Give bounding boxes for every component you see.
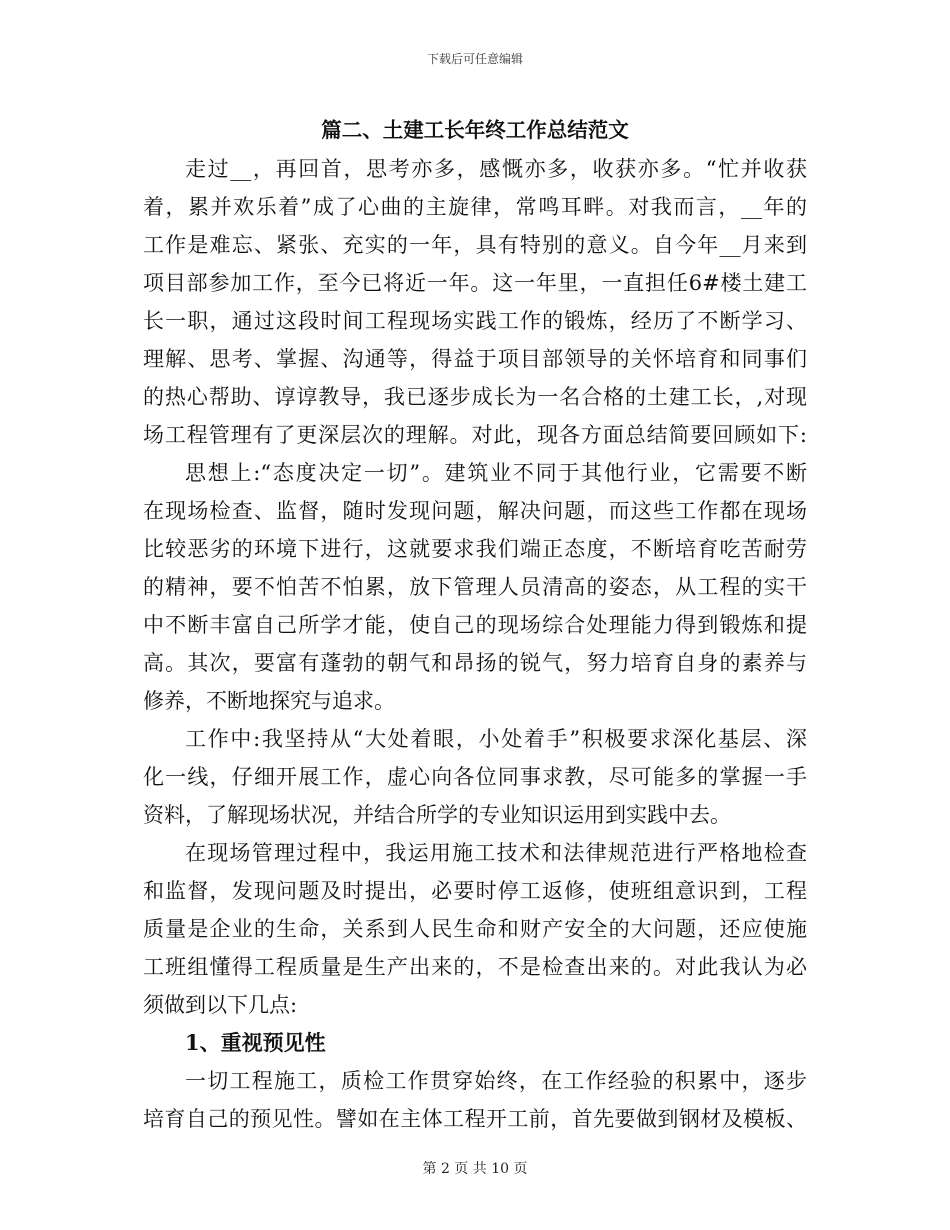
text-line: 中不断丰富自己所学才能，使自己的现场综合处理能力得到锻炼和提 (143, 613, 807, 637)
document-body (143, 150, 807, 1138)
text-line: 工班组懂得工程质量是生产出来的，不是检查出来的。对此我认为必 (143, 955, 807, 979)
section-heading: 1、重视预见性 (185, 1030, 326, 1055)
text-line: 高。其次，要富有蓬勃的朝气和昂扬的锐气，努力培育自身的素养与 (143, 651, 807, 675)
text-line: 场工程管理有了更深层次的理解。对此，现各方面总结简要回顾如下: (143, 423, 807, 447)
paragraph (143, 1062, 807, 1138)
text-line: 的热心帮助、谆谆教导，我已逐步成长为一名合格的土建工长，,对现 (143, 385, 807, 409)
text-line: 化一线，仔细开展工作，虚心向各位同事求教，尽可能多的掌握一手 (143, 765, 807, 789)
text-line: 的精神，要不怕苦不怕累，放下管理人员清高的姿态，从工程的实干 (143, 575, 807, 599)
paragraph (143, 720, 807, 834)
text-line: 比较恶劣的环境下进行，这就要求我们端正态度，不断培育吃苦耐劳 (143, 537, 807, 561)
text-line: 资料，了解现场状况，并结合所学的专业知识运用到实践中去。 (143, 803, 731, 827)
text-line: 项目部参加工作，至今已将近一年。这一年里，一直担任6#楼土建工 (143, 271, 807, 295)
text-line: 着，累并欢乐着”成了心曲的主旋律，常鸣耳畔。对我而言，__年的 (143, 195, 807, 219)
text-line: 培育自己的预见性。譬如在主体工程开工前，首先要做到钢材及模板、 (143, 1107, 807, 1131)
page-header: 下载后可任意编辑 (426, 52, 523, 66)
text-line: 一切工程施工，质检工作贯穿始终，在工作经验的积累中，逐步 (185, 1069, 807, 1093)
paragraph (143, 454, 807, 720)
document-title: 篇二、土建工长年终工作总结范文 (321, 118, 629, 142)
text-line: 在现场检查、监督，随时发现问题，解决问题，而这些工作都在现场 (143, 499, 807, 523)
text-line: 工作中:我坚持从“大处着眼，小处着手”积极要求深化基层、深 (185, 727, 807, 751)
text-line: 工作是难忘、紧张、充实的一年，具有特别的意义。自今年__月来到 (143, 233, 807, 257)
text-line: 修养，不断地探究与追求。 (143, 689, 395, 713)
text-line: 理解、思考、掌握、沟通等，得益于项目部领导的关怀培育和同事们 (143, 347, 807, 371)
text-line: 走过__，再回首，思考亦多，感慨亦多，收获亦多。“忙并收获 (185, 157, 807, 181)
page-footer: 第 2 页 共 10 页 (422, 1161, 528, 1177)
text-line: 须做到以下几点: (143, 993, 298, 1017)
text-line: 思想上:“态度决定一切”。建筑业不同于其他行业，它需要不断 (185, 461, 807, 485)
text-line: 在现场管理过程中，我运用施工技术和法律规范进行严格地检查 (185, 841, 807, 865)
paragraph (143, 150, 807, 454)
paragraph (143, 834, 807, 1024)
text-line: 长一职，通过这段时间工程现场实践工作的锻炼，经历了不断学习、 (143, 309, 807, 333)
text-line: 质量是企业的生命，关系到人民生命和财产安全的大问题，还应使施 (143, 917, 807, 941)
text-line: 和监督，发现问题及时提出，必要时停工返修，使班组意识到，工程 (143, 879, 807, 903)
